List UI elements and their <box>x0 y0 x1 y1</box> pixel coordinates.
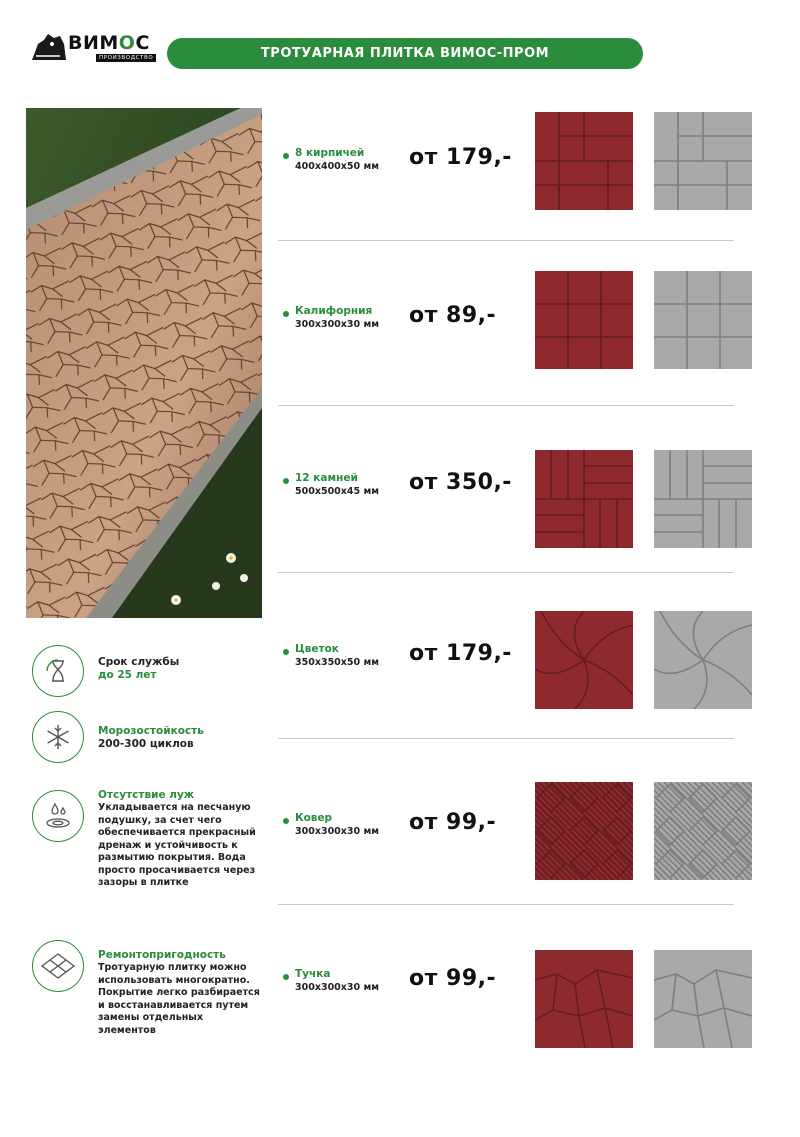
snowflake-icon <box>32 711 84 763</box>
product-bullet <box>283 153 289 159</box>
tile-grey-sample <box>654 271 752 369</box>
product-size: 400x400x50 мм <box>295 161 379 172</box>
product-info <box>295 812 379 838</box>
product-bullet <box>283 649 289 655</box>
benefit-repairability: Ремонтопригодность Тротуарную плитку можно использовать многократно. Покрытие легко разбирается и восстанавливается путем замены отдельных элементов <box>98 949 260 1036</box>
tile-red-sample <box>535 950 633 1048</box>
product-info <box>295 472 379 498</box>
paving-photo <box>26 108 262 618</box>
row-divider <box>278 572 734 573</box>
product-size: 300x300x30 мм <box>295 982 379 993</box>
tile-red-sample <box>535 782 633 880</box>
product-size: 300x300x30 мм <box>295 319 379 330</box>
product-name: Калифорния <box>295 305 373 317</box>
product-price: от 89,- <box>409 303 497 328</box>
product-size: 300x300x30 мм <box>295 826 379 837</box>
hourglass-icon <box>32 645 84 697</box>
product-price: от 99,- <box>409 966 497 991</box>
company-logo <box>30 26 154 66</box>
product-size: 350x350x50 мм <box>295 657 379 668</box>
benefit-no-puddles: Отсутствие луж Укладывается на песчаную подушку, за счет чего обеспечивается прекрасный дренаж и устойчивость к размытию покрытия. Вода просто просачивается через зазоры в плитке <box>98 789 256 888</box>
tile-red-sample <box>535 611 633 709</box>
product-price: от 99,- <box>409 810 497 835</box>
logo-subtitle: ПРОИЗВОДСТВО <box>96 54 156 62</box>
row-divider <box>278 405 734 406</box>
product-bullet <box>283 311 289 317</box>
tile-grey-sample <box>654 611 752 709</box>
tile-grey-sample <box>654 450 752 548</box>
product-price: от 179,- <box>409 641 512 666</box>
product-name: Ковер <box>295 812 333 824</box>
product-bullet <box>283 818 289 824</box>
logo-wordmark: ВИМОС <box>68 32 150 54</box>
product-name: 12 камней <box>295 472 358 484</box>
benefit-service-life: Срок службы до 25 лет <box>98 656 180 681</box>
product-price: от 179,- <box>409 145 512 170</box>
tile-grey-sample <box>654 112 752 210</box>
page-title-banner: ТРОТУАРНАЯ ПЛИТКА ВИМОС-ПРОМ <box>167 38 643 69</box>
tile-red-sample <box>535 112 633 210</box>
tile-grey-sample <box>654 782 752 880</box>
row-divider <box>278 904 734 905</box>
product-name: Цветок <box>295 643 339 655</box>
tiles-icon <box>32 940 84 992</box>
product-bullet <box>283 478 289 484</box>
logo-mascot-icon <box>30 30 68 62</box>
row-divider <box>278 738 734 739</box>
tile-grey-sample <box>654 950 752 1048</box>
product-name: 8 кирпичей <box>295 147 365 159</box>
product-info <box>295 147 379 173</box>
row-divider <box>278 240 734 241</box>
tile-red-sample <box>535 450 633 548</box>
benefit-frost-resistance: Морозостойкость 200-300 циклов <box>98 725 204 750</box>
product-info <box>295 305 379 331</box>
product-info <box>295 968 379 994</box>
tile-red-sample <box>535 271 633 369</box>
water-drops-icon <box>32 790 84 842</box>
product-info <box>295 643 379 669</box>
product-name: Тучка <box>295 968 331 980</box>
product-bullet <box>283 974 289 980</box>
product-price: от 350,- <box>409 470 512 495</box>
product-size: 500x500x45 мм <box>295 486 379 497</box>
